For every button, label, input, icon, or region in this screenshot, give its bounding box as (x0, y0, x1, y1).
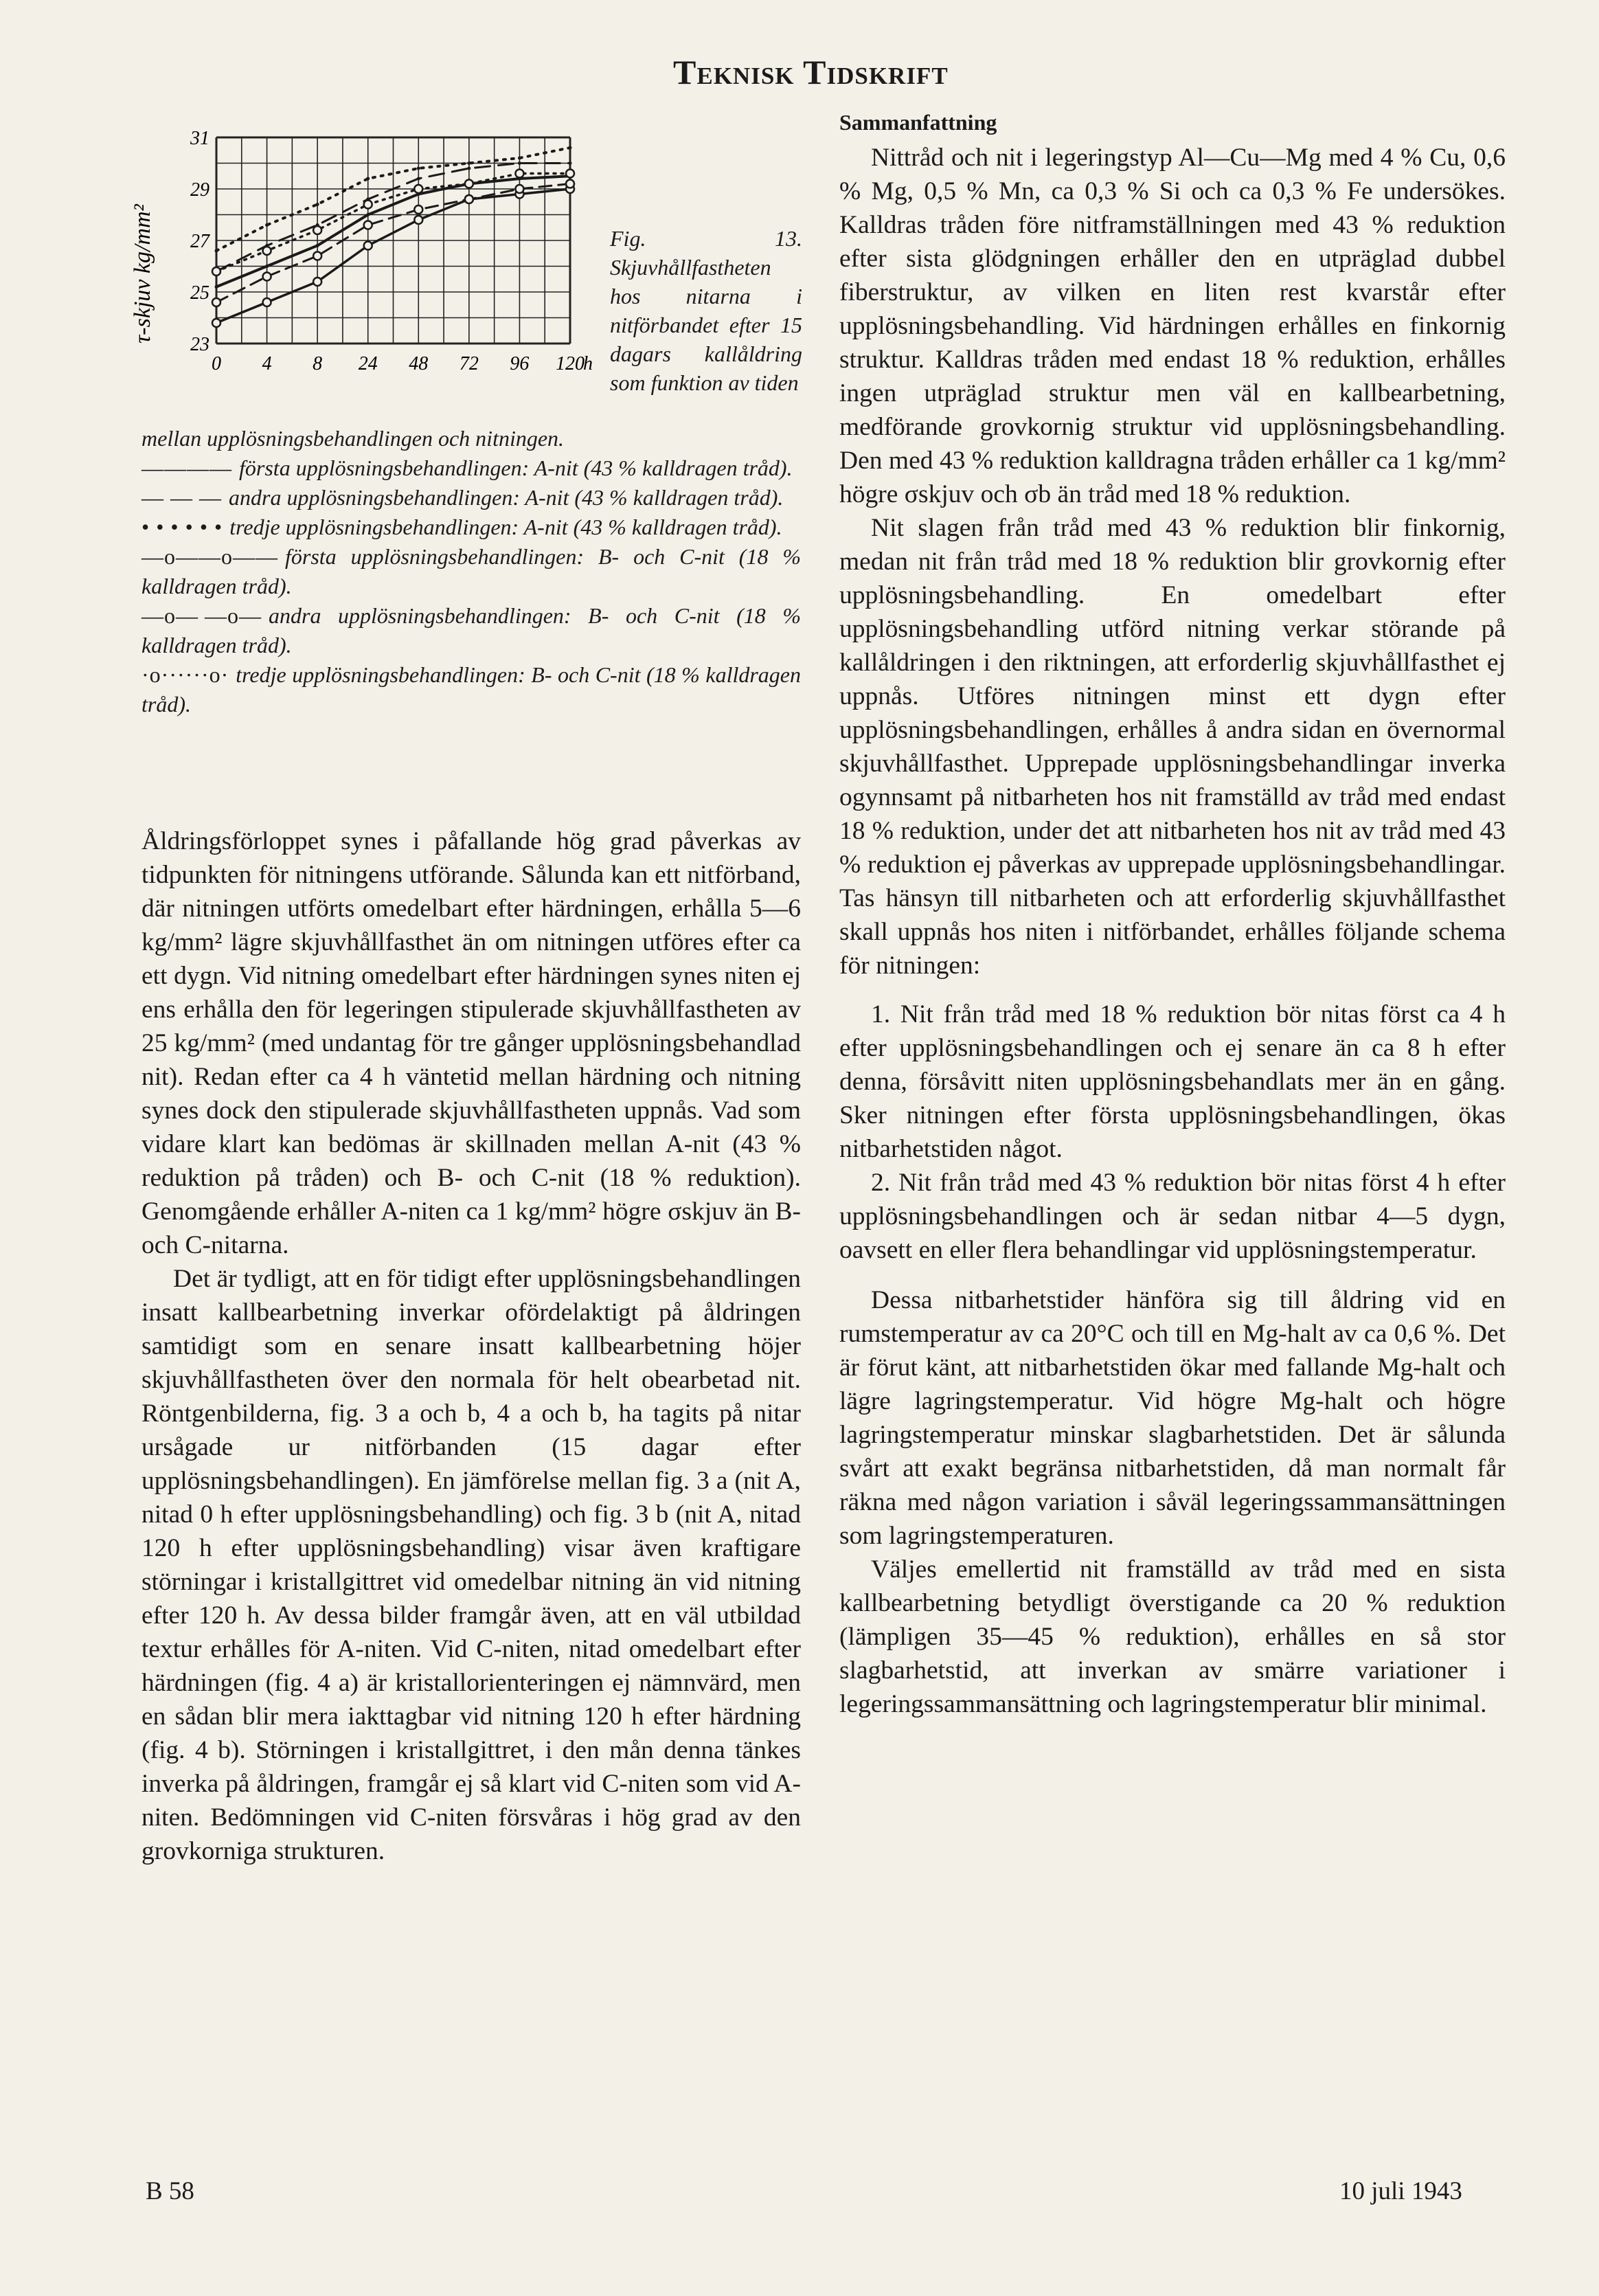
data-point (366, 177, 370, 181)
legend-entry (141, 542, 801, 601)
journal-title: Teknisk Tidskrift (673, 53, 949, 91)
x-tick-label: 72 (459, 353, 479, 374)
legend-sample: — — — (141, 485, 222, 510)
x-tick-label: 24 (358, 353, 378, 374)
data-point (212, 319, 220, 327)
legend-text: tredje upplösningsbehandlingen: A-nit (43 % kalldragen tråd). (229, 515, 782, 539)
legend-sample: —o——o—— (141, 544, 278, 569)
legend-entry (141, 513, 801, 542)
issue-date: 10 juli 1943 (1339, 2177, 1462, 2205)
data-point (518, 161, 521, 165)
caption-continuation: mellan upplösningsbehandlingen och nitningen. (141, 426, 565, 451)
legend-sample: ———— (141, 455, 232, 480)
summary-paragraph: Nit slagen från tråd med 43 % reduktion blir finkornig, medan nit från tråd med 18 % reduktion blir grovkornig efter upplösningsbehandling. En omedelbart efter upplösningsbehandling utförd nitning verkar störande på kallåldringen i den riktningen, att erforderlig skjuvhållfasthet ej uppnås. Utföres nitningen minst ett dygn efter upplösningsbehandlingen, erhålles å andra sidan en övernormal skjuvhållfasthet. Upprepade upplösningsbehandlingar inverka ogynnsamt på nitbarheten hos nit framställd av tråd med endast 18 % reduktion, under det att nitbarheten hos nit av tråd med 43 % reduktion ej påverkas av upprepade upplösningsbehandlingar. Tas hänsyn till nitbarheten och att erforderlig skjuvhållfasthet skall uppnås hos niten i nitförbandet, erhålles följande schema för nitningen: (839, 514, 1506, 980)
y-tick-label: 27 (190, 231, 209, 252)
legend-text: första upplösningsbehandlingen: B- och C-nit (18 % kalldragen tråd). (141, 544, 801, 598)
legend-entry (141, 453, 801, 483)
y-tick-label: 23 (190, 334, 209, 355)
x-tick-label: 48 (409, 353, 429, 374)
summary-paragraph: Nittråd och nit i legeringstyp Al—Cu—Mg med 4 % Cu, 0,6 % Mg, 0,5 % Mn, ca 0,3 % Si och ca 0,3 % Fe undersökes. Kalldras tråden före nitframställningen med 43 % reduktion efter sista glödgningen erhåller den en utpräglad dubbel fiberstruktur, av vilken en liten rest kvarstår efter upplösningsbehandling. Vid härdningen erhålles en finkornig struktur. Kalldras tråden med endast 18 % reduktion, erhålles ingen utpräglad struktur men väl en kallbearbetning, medförande grovkornig struktur vid upplösningsbehandling. Den med 43 % reduktion kalldragna tråden erhåller ca 1 kg/mm² högre σskjuv och σb än tråd med 18 % reduktion. (839, 144, 1506, 508)
data-point (316, 244, 319, 247)
data-point (515, 170, 523, 178)
data-point (265, 265, 269, 268)
data-point (569, 146, 572, 150)
data-point (313, 278, 321, 286)
data-point (263, 273, 271, 281)
y-tick-label: 31 (190, 128, 209, 149)
data-point (364, 221, 372, 229)
data-point (364, 201, 372, 209)
x-tick-label: h (583, 353, 593, 374)
x-tick-label: 8 (313, 353, 323, 374)
legend-sample: —o— —o— (141, 603, 262, 628)
data-point (263, 247, 271, 255)
data-point (215, 249, 218, 253)
schema-item: 1. Nit från tråd med 18 % reduktion bör nitas först ca 4 h efter upplösningsbehandlingen och ej senare än ca 8 h efter denna, försåvitt niten upplösningsbehandlats mer än en gång. Sker nitningen efter första upplösningsbehandlingen, ökas nitbarhetstiden något. (839, 1000, 1506, 1163)
x-tick-label: 0 (212, 353, 221, 374)
legend-entry (141, 660, 801, 719)
data-point (366, 213, 370, 216)
legend-entry (141, 483, 801, 513)
data-point (467, 161, 470, 165)
data-point (566, 180, 574, 188)
data-point (414, 185, 422, 193)
data-point (467, 167, 470, 170)
data-point (212, 267, 220, 275)
data-point (417, 177, 420, 181)
x-tick-label: 96 (510, 353, 530, 374)
legend-sample: ·o······o· (141, 662, 229, 687)
data-point (364, 242, 372, 250)
y-axis-label: τ-skjuv kg/mm² (130, 204, 155, 344)
left-column (141, 824, 801, 1868)
summary-heading: Sammanfattning (839, 110, 997, 135)
body-paragraph: Åldringsförloppet synes i påfallande hög grad påverkas av tidpunkten för nitningens utförande. Sålunda kan ett nitförband, där nitningen utförts omedelbart efter härdningen, erhålla 5—6 kg/mm² lägre skjuvhållfasthet än om nitningen utföres efter ca ett dygn. Vid nitning omedelbart efter härdningen synes niten ej ens erhålla den för legeringen stipulerade skjuvhållfastheten av 25 kg/mm² (med undantag för tre gånger upplösningsbehandlad nit). Redan efter ca 4 h väntetid mellan härdning och nitning synes dock den stipulerade skjuvhållfastheten uppnås. Vad som vidare klart kan bedömas är skillnaden mellan A-nit (43 % reduktion på tråden) och B- och C-nit (18 % reduktion). Genomgående erhåller A-niten ca 1 kg/mm² högre σskjuv än B- och C-nitarna. (141, 827, 801, 1259)
data-point (515, 185, 523, 193)
x-tick-label: 4 (262, 353, 272, 374)
data-point (313, 252, 321, 260)
figure-13-chart (124, 117, 604, 405)
page-number: B 58 (146, 2177, 194, 2205)
data-point (313, 226, 321, 234)
data-point (212, 298, 220, 306)
data-point (465, 180, 473, 188)
data-point (265, 223, 269, 227)
body-paragraph: Det är tydligt, att en för tidigt efter upplösningsbehandlingen insatt kallbearbetning inverkar ofördelaktigt på åldringen samtidigt som en senare insatt kallbearbetning höjer skjuvhållfastheten över den normala för helt obearbetad nit. Röntgenbilderna, fig. 3 a och b, 4 a och b, ha tagits på nitar ursågade ur nitförbanden (15 dagar efter upplösningsbehandlingen). En jämförelse mellan fig. 3 a (nit A, nitad 0 h efter upplösningsbehandling) och fig. 3 b (nit A, nitad 120 h efter upplösningsbehandling) visar även kraftigare störningar i kristallgittret vid omedelbar nitning än vid nitning efter 120 h. Av dessa bilder framgår även, att en väl utbildad textur erhålles för A-niten. Vid C-niten, nitad omedelbart efter härdningen (fig. 4 a) är kristallorienteringen ej nämnvärd, men en sådan blir mera iakttagbar vid nitning 120 h efter härdning (fig. 4 b). Störningen i kristallgittret, i den mån denna tänkes inverka på åldringen, framgår ej så klart vid C-niten som vid A-niten. Bedömningen vid C-niten försvåras i hög grad av den grovkorniga strukturen. (141, 1265, 801, 1865)
data-point (414, 205, 422, 214)
legend-text: första upplösningsbehandlingen: A-nit (43 % kalldragen tråd). (239, 455, 793, 480)
legend-sample: • • • • • • (141, 515, 223, 539)
x-tick-label: 120 (556, 353, 585, 374)
data-point (414, 216, 422, 224)
data-point (518, 157, 521, 160)
summary-paragraph: Dessa nitbarhetstider hänföra sig till åldring vid en rumstemperatur av ca 20°C och till en Mg-halt av ca 0,6 %. Det är förut känt, att nitbarhetstiden ökar med fallande Mg-halt och lägre lagringstemperatur. Vid högre Mg-halt och högre lagringstemperatur minskar slagbarhetstiden. Det är sålunda svårt att exakt begränsa nitbarhetstiden, då man normalt får räkna med någon variation i såväl legeringssammansättningen som lagringstemperaturen. (839, 1286, 1506, 1550)
legend-text: tredje upplösningsbehandlingen: B- och C-nit (18 % kalldragen tråd). (141, 662, 801, 717)
data-point (566, 170, 574, 178)
data-point (263, 298, 271, 306)
y-tick-label: 25 (190, 282, 209, 304)
schema-item: 2. Nit från tråd med 43 % reduktion bör nitas först 4 h efter upplösningsbehandlingen och är sedan nitbar 4—5 dygn, oavsett en eller flera behandlingar vid upplösningstemperatur. (839, 1169, 1506, 1264)
data-point (417, 167, 420, 170)
data-point (569, 161, 572, 165)
legend-text: andra upplösningsbehandlingen: A-nit (43 % kalldragen tråd). (229, 485, 784, 510)
summary-paragraph: Väljes emellertid nit framställd av tråd med en sista kallbearbetning betydligt överstigande ca 20 % reduktion (lämpligen 35—45 % reduktion), erhålles en så stor slagbarhetstid, att inverkan av smärre variationer i legeringssammansättning och lagringstemperatur blir minimal. (839, 1555, 1506, 1718)
right-column (839, 110, 1506, 1721)
data-point (465, 195, 473, 203)
legend-entry (141, 601, 801, 660)
legend-text: andra upplösningsbehandlingen: B- och C-nit (18 % kalldragen tråd). (141, 603, 801, 657)
figure-caption-legend (141, 424, 801, 719)
figure-caption-side: Fig. 13. Skjuvhållfastheten hos nitarna i nitförbandet efter 15 dagars kallåldring som funktion av tiden (610, 226, 802, 395)
y-tick-label: 29 (190, 179, 209, 201)
data-point (316, 203, 319, 206)
data-point (215, 285, 218, 289)
